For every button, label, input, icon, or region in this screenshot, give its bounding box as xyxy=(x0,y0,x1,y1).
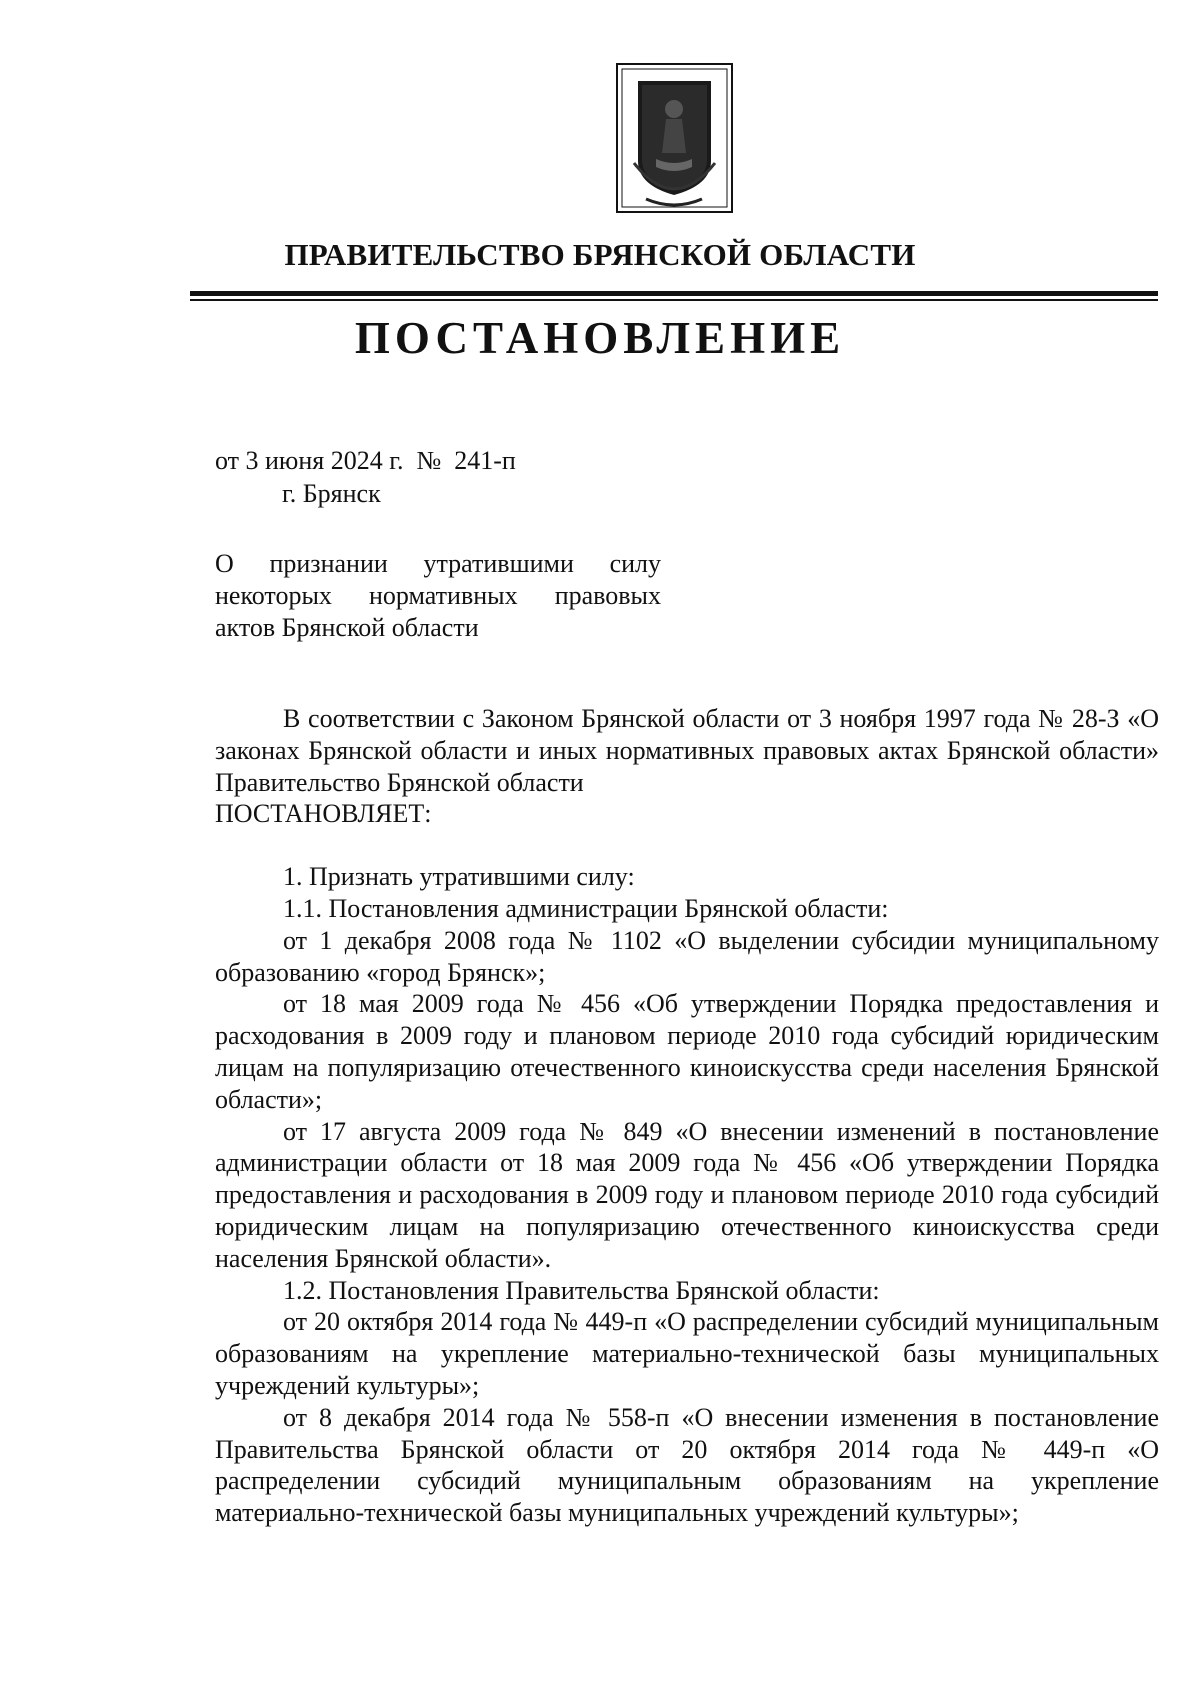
subject-line: О признании утратившими силу xyxy=(215,549,661,578)
place-of-issue: г. Брянск xyxy=(282,479,381,508)
header-divider-thick xyxy=(190,291,1158,296)
subject-line: некоторых нормативных правовых xyxy=(215,581,661,610)
clause-1-1-entry: от 1 декабря 2008 года № 1102 «О выделении субсидии муниципальному образованию «город Брянск»; xyxy=(215,925,1159,987)
clause-1-1-entry: от 18 мая 2009 года № 456 «Об утверждении Порядка предоставления и расходования в 2009 году и плановом периоде 2010 года субсидий юридическим лицам на популяризацию отечественного киноискусства среди населения Брянской области»; xyxy=(215,989,1159,1114)
clause-1-1: 1.1. Постановления администрации Брянской области: xyxy=(283,893,889,923)
document-body xyxy=(215,703,1159,1529)
resolves-heading: ПОСТАНОВЛЯЕТ: xyxy=(215,799,432,829)
header-divider-thin xyxy=(190,299,1158,301)
issuing-authority: ПРАВИТЕЛЬСТВО БРЯНСКОЙ ОБЛАСТИ xyxy=(284,237,916,272)
clause-1-2: 1.2. Постановления Правительства Брянской области: xyxy=(283,1275,880,1305)
clause-1-2-entry: от 8 декабря 2014 года № 558-п «О внесении изменения в постановление Правительства Брянской области от 20 октября 2014 года № 449-п «О распределении субсидий муниципальным образованиям на укрепление материально-технической базы муниципальных учреждений культуры»; xyxy=(215,1402,1159,1528)
date-and-number: от 3 июня 2024 г. № 241-п xyxy=(215,446,516,475)
subject-line: актов Брянской области xyxy=(215,613,479,642)
coat-of-arms-icon xyxy=(616,63,733,213)
clause-1-2-entry: от 20 октября 2014 года № 449-п «О распределении субсидий муниципальным образованиям на укрепление материально-технической базы муниципальных учреждений культуры»; xyxy=(215,1307,1159,1400)
coat-of-arms-emblem xyxy=(616,63,733,213)
document-type-title: ПОСТАНОВЛЕНИЕ xyxy=(354,313,846,363)
preamble-paragraph: В соответствии с Законом Брянской области от 3 ноября 1997 года № 28-З «О законах Брянской области и иных нормативных правовых актах Брянской области» Правительство Брянской области xyxy=(215,704,1159,797)
document-subject xyxy=(215,548,661,644)
clause-1: 1. Признать утратившими силу: xyxy=(283,862,635,892)
clause-1-1-entry: от 17 августа 2009 года № 849 «О внесении изменений в постановление администрации области от 18 мая 2009 года № 456 «Об утверждении Порядка предоставления и расходования в 2009 году и плановом периоде 2010 года субсидий юридическим лицам на популяризацию отечественного киноискусства среди населения Брянской области». xyxy=(215,1116,1159,1273)
